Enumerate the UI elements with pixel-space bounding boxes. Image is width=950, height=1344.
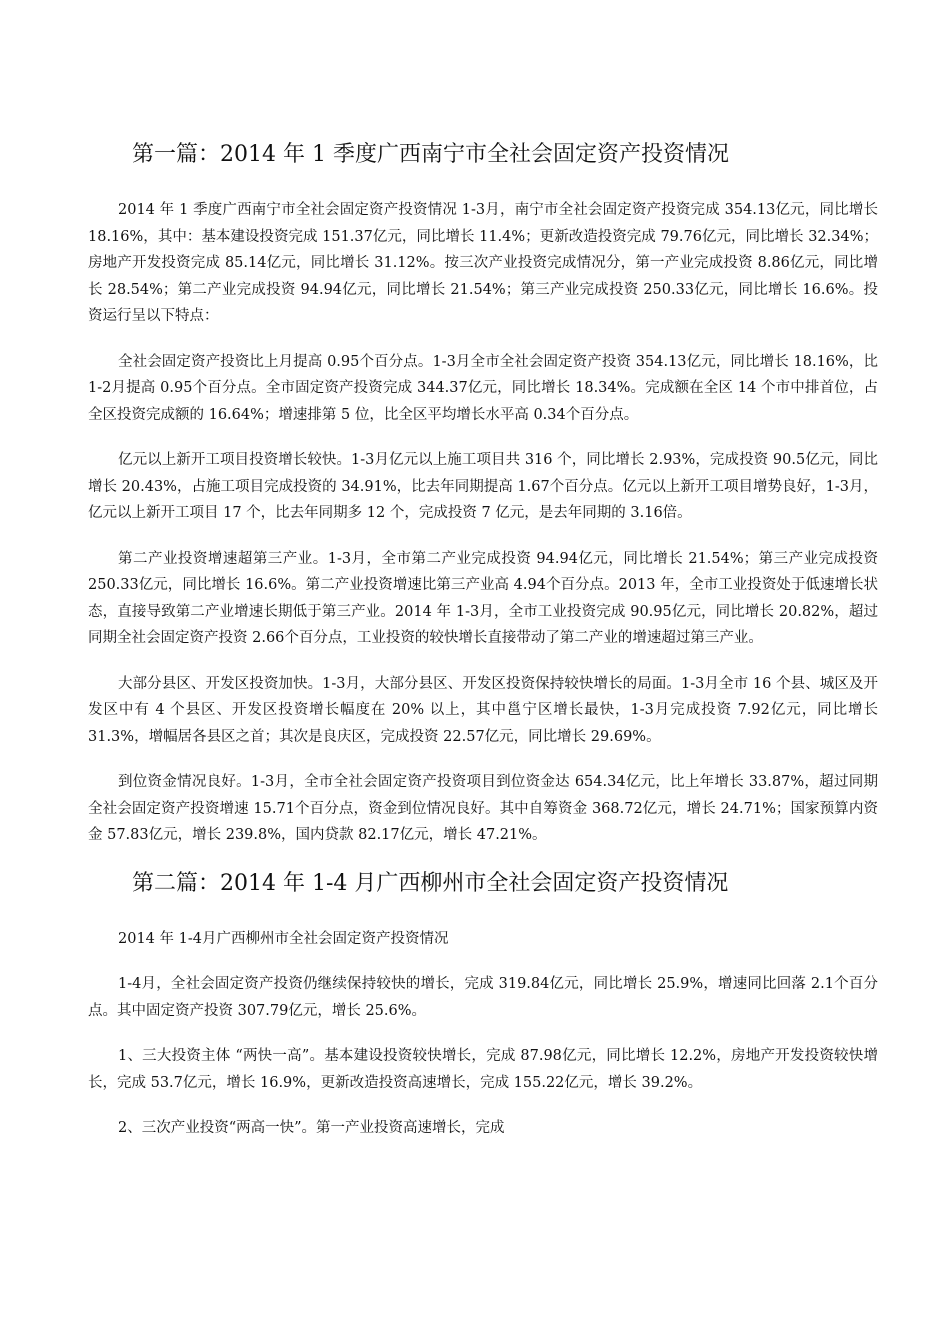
document-page (88, 0, 878, 1142)
section-2-paragraph: 2014 年 1-4月广西柳州市全社会固定资产投资情况 (118, 930, 449, 947)
section-2-paragraph: 1、三大投资主体 “两快一高”。基本建设投资较快增长，完成 87.98亿元，同比增长 12.2%，房地产开发投资较快增长，完成 53.7亿元，增长 16.9%，更新改造投资高速增长，完成 155.22亿元，增长 39.2%。 (88, 1048, 878, 1091)
section-2-paragraph: 1-4月，全社会固定资产投资仍继续保持较快的增长，完成 319.84亿元，同比增长 25.9%，增速同比回落 2.1个百分点。其中固定资产投资 307.79亿元，增长 25.6%。 (88, 976, 878, 1019)
section-2-paragraph: 2、三次产业投资“两高一快”。第一产业投资高速增长，完成 (118, 1120, 505, 1136)
section-2-title: 第二篇：2014 年 1-4 月广西柳州市全社会固定资产投资情况 (132, 870, 729, 896)
section-1-paragraph: 第二产业投资增速超第三产业。1-3月，全市第二产业完成投资 94.94亿元，同比增长 21.54%；第三产业完成投资 250.33亿元，同比增长 16.6%。第二产业投资增速比第三产业高 4.94个百分点。2013 年，全市工业投资处于低速增长状态，直接导致第二产业增速长期低于第三产业。2014 年 1-3月，全市工业投资完成 90.95亿元，同比增长 20.82%，超过同期全社会固定资产投资 2.66个百分点，工业投资的较快增长直接带动了第二产业的增速超过第三产业。 (88, 550, 878, 646)
section-1-paragraph: 大部分县区、开发区投资加快。1-3月，大部分县区、开发区投资保持较快增长的局面。1-3月全市 16 个县、城区及开发区中有 4 个县区、开发区投资增长幅度在 20% 以上，其中邕宁区增长最快，1-3月完成投资 7.92亿元，同比增长 31.3%，增幅居各县区之首；其次是良庆区，完成投资 22.57亿元，同比增长 29.69%。 (88, 675, 878, 745)
section-1-paragraph: 全社会固定资产投资比上月提高 0.95个百分点。1-3月全市全社会固定资产投资 354.13亿元，同比增长 18.16%，比 1-2月提高 0.95个百分点。全市固定资产投资完成 344.37亿元，同比增长 18.34%。完成额在全区 14 个市中排首位，占全区投资完成额的 16.64%；增速排第 5 位，比全区平均增长水平高 0.34个百分点。 (88, 353, 878, 423)
section-1-paragraph: 亿元以上新开工项目投资增长较快。1-3月亿元以上施工项目共 316 个，同比增长 2.93%，完成投资 90.5亿元，同比增长 20.43%，占施工项目完成投资的 34.91%，比去年同期提高 1.67个百分点。亿元以上新开工项目增势良好，1-3月，亿元以上新开工项目 17 个，比去年同期多 12 个，完成投资 7 亿元，是去年同期的 3.16倍。 (88, 452, 878, 521)
section-1-paragraph: 到位资金情况良好。1-3月，全市全社会固定资产投资项目到位资金达 654.34亿元，比上年增长 33.87%，超过同期全社会固定资产投资增速 15.71个百分点，资金到位情况良好。其中自筹资金 368.72亿元，增长 24.71%；国家预算内资金 57.83亿元，增长 239.8%，国内贷款 82.17亿元，增长 47.21%。 (88, 774, 878, 843)
section-1-title: 第一篇：2014 年 1 季度广西南宁市全社会固定资产投资情况 (132, 142, 729, 167)
section-1-paragraph: 2014 年 1 季度广西南宁市全社会固定资产投资情况 1-3月，南宁市全社会固定资产投资完成 354.13亿元，同比增长 18.16%，其中：基本建设投资完成 151.37亿元，同比增长 11.4%；更新改造投资完成 79.76亿元，同比增长 32.34%；房地产开发投资完成 85.14亿元，同比增长 31.12%。按三次产业投资完成情况分，第一产业完成投资 8.86亿元，同比增长 28.54%；第二产业完成投资 94.94亿元，同比增长 21.54%；第三产业完成投资 250.33亿元，同比增长 16.6%。投资运行呈以下特点： (88, 202, 878, 324)
